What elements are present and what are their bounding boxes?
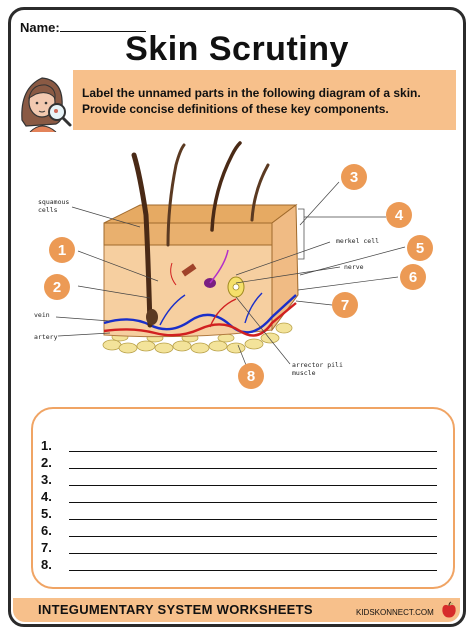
answer-row-2[interactable] <box>37 455 437 473</box>
footer-title: INTEGUMENTARY SYSTEM WORKSHEETS <box>38 602 313 617</box>
svg-text:7: 7 <box>340 297 350 314</box>
answer-line[interactable] <box>69 485 437 486</box>
answer-row-4[interactable] <box>37 489 437 507</box>
skin-diagram <box>0 135 474 395</box>
answer-row-5[interactable] <box>37 506 437 524</box>
name-label: Name: <box>20 20 60 35</box>
answer-number: 1. <box>41 438 52 453</box>
answer-line[interactable] <box>69 468 437 469</box>
answer-line[interactable] <box>69 519 437 520</box>
answer-row-7[interactable] <box>37 540 437 558</box>
svg-text:4: 4 <box>394 207 404 224</box>
svg-text:6: 6 <box>408 269 418 286</box>
apple-logo-icon <box>440 601 458 619</box>
answer-line[interactable] <box>69 536 437 537</box>
callout-8 <box>238 363 264 389</box>
answer-number: 7. <box>41 540 52 555</box>
svg-text:3: 3 <box>349 169 359 186</box>
answer-number: 3. <box>41 472 52 487</box>
label-vein: vein <box>34 311 50 319</box>
answer-line[interactable] <box>69 451 437 452</box>
label-squamous-cells-1: squamous <box>38 198 70 206</box>
callout-5 <box>407 235 433 261</box>
callout-1 <box>49 237 75 263</box>
label-nerve: nerve <box>344 263 364 271</box>
label-arrector-pili-2: muscle <box>292 369 316 377</box>
answer-number: 4. <box>41 489 52 504</box>
callout-2 <box>44 274 70 300</box>
answer-number: 8. <box>41 557 52 572</box>
student-magnifier-icon <box>12 68 76 132</box>
label-arrector-pili-1: arrector pili <box>292 361 343 369</box>
callout-7 <box>332 292 358 318</box>
svg-text:5: 5 <box>415 240 425 257</box>
page-title: Skin Scrutiny <box>125 30 349 68</box>
answer-number: 5. <box>41 506 52 521</box>
label-squamous-cells-2: cells <box>38 206 58 214</box>
answer-row-8[interactable] <box>37 557 437 575</box>
answer-line[interactable] <box>69 502 437 503</box>
answer-row-3[interactable] <box>37 472 437 490</box>
answer-line[interactable] <box>69 570 437 571</box>
answer-number: 6. <box>41 523 52 538</box>
label-artery: artery <box>34 333 58 341</box>
svg-text:8: 8 <box>246 368 256 385</box>
callout-4 <box>386 202 412 228</box>
svg-text:2: 2 <box>52 279 62 296</box>
callout-6 <box>400 264 426 290</box>
answer-number: 2. <box>41 455 52 470</box>
answer-row-6[interactable] <box>37 523 437 541</box>
callout-3 <box>341 164 367 190</box>
answer-row-1[interactable] <box>37 438 437 456</box>
label-merkel-cell: merkel cell <box>336 237 380 245</box>
answer-line[interactable] <box>69 553 437 554</box>
footer-site-link[interactable]: KIDSKONNECT.COM <box>356 608 434 617</box>
svg-text:1: 1 <box>57 242 67 259</box>
instructions-text: Label the unnamed parts in the following diagram of a skin. Provide concise definitions of these key components. <box>82 86 421 116</box>
